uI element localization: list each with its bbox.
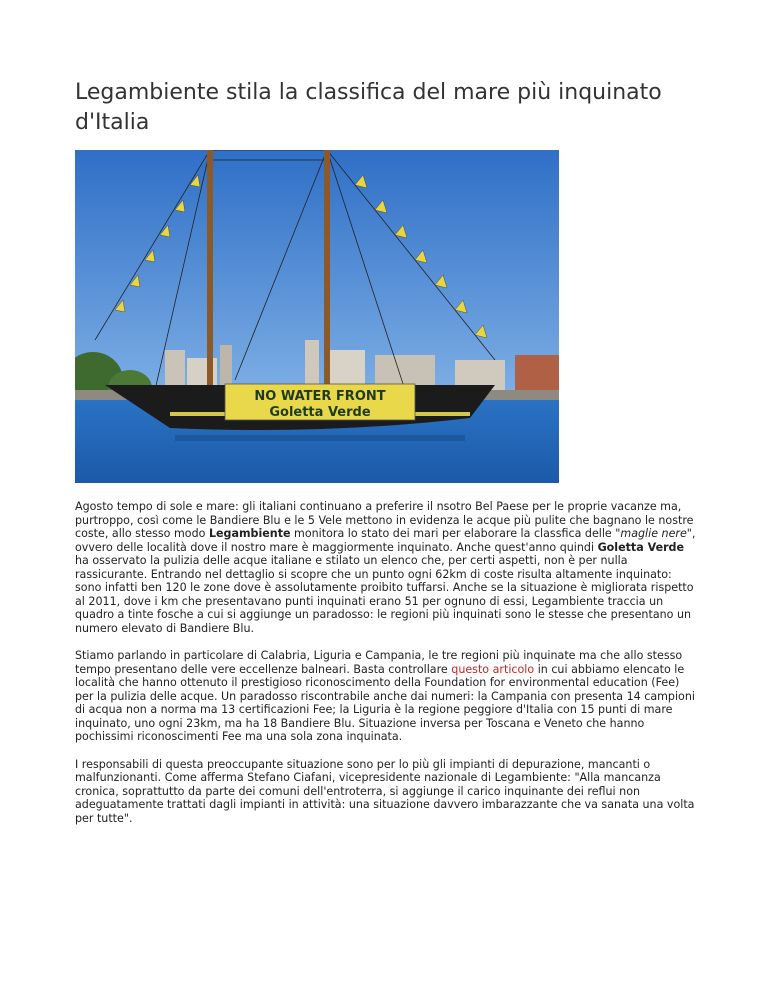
paragraph-1 [75, 500, 697, 635]
p1-text-c: , ovvero delle località dove il nostro mare è maggiormente inquinato. Anche quest'anno quindi [75, 527, 696, 554]
sailboat-illustration [75, 150, 559, 483]
p1-text-b: monitora lo stato dei mari per elaborare la classfica delle [290, 527, 616, 540]
paragraph-2 [75, 649, 697, 744]
p1-italic-maglie-nere: "maglie nere" [615, 527, 692, 540]
p1-bold-goletta-verde: Goletta Verde [597, 540, 685, 554]
p1-text-a: Agosto tempo di sole e mare: gli italiani continuano a preferire il nsotro Bel Paese per le proprie vacanze ma, purtroppo, così come le Bandiere Blu e le 5 Vele mettono in evidenza le acque più pulite che bagnano le nostre coste, allo stesso modo [75, 500, 694, 540]
article-photo [75, 150, 559, 483]
foremast [207, 150, 213, 385]
article-body [75, 500, 697, 839]
water-reflection [175, 435, 465, 441]
p2-text-b: in cui abbiamo elencato le località che hanno ottenuto il prestigioso riconoscimento della Foundation for environmental education (Fee) per la pulizia delle acque. Un paradosso riscontrabile anche dai numeri: la Campania con presenta 14 campioni di acqua non a norma ma 13 certificazioni Fee; la Liguria è la regione peggiore d'Italia con 15 punti di mare inquinato, uno ogni 23km, ma ha 18 Bandiere Blu. Situazione inversa per Toscana e Veneto che hanno pochissimi riconoscimenti Fee ma una sola zona inquinata. [75, 662, 695, 743]
p2-text-a: Stiamo parlando in particolare di Calabria, Liguria e Campania, le tre regioni più inquinate ma che allo stesso tempo presentano delle vere eccellenze balneari. Basta controllare [75, 649, 683, 676]
p1-text-d: ha osservato la pulizia delle acque italiane e stilato un elenco che, per certi aspetti, non è per nulla rassicurante. Entrando nel dettaglio si scopre che un punto ogni 62km di coste risulta altamente inquinato: sono infatti ben 120 le zone dove è assolutamente proibito tuffarsi. Anche se la situazione è migliorata rispetto al 2011, dove i km che presentavano punti inquinati erano 51 per ognuno di essi, Legambiente traccia un quadro a tinte fosche a cui si aggiunge un paradosso: le regioni più inquinati sono le stesse che presentano un numero elevato di Bandiere Blu. [75, 554, 694, 635]
banner-text-2: Goletta Verde [269, 405, 371, 420]
paragraph-3: I responsabili di questa preoccupante situazione sono per lo più gli impianti di depurazione, mancanti o malfunzionanti. Come afferma Stefano Ciafani, vicepresidente nazionale di Legambiente: "Alla mancanza cronica, soprattutto da parte dei comuni dell'entroterra, si aggiunge il carico inquinante dei reflui non adeguatamente trattati dagli impianti in attività: una situazione davvero imbarazzante che va sanata una volta per tutte". [75, 757, 695, 825]
questo-articolo-link[interactable]: questo articolo [451, 662, 535, 676]
banner-text-1: NO WATER FRONT [254, 389, 386, 404]
article-title: Legambiente stila la classifica del mare più inquinato d'Italia [75, 80, 662, 135]
mainmast [324, 150, 330, 390]
p1-bold-legambiente: Legambiente [208, 527, 291, 540]
